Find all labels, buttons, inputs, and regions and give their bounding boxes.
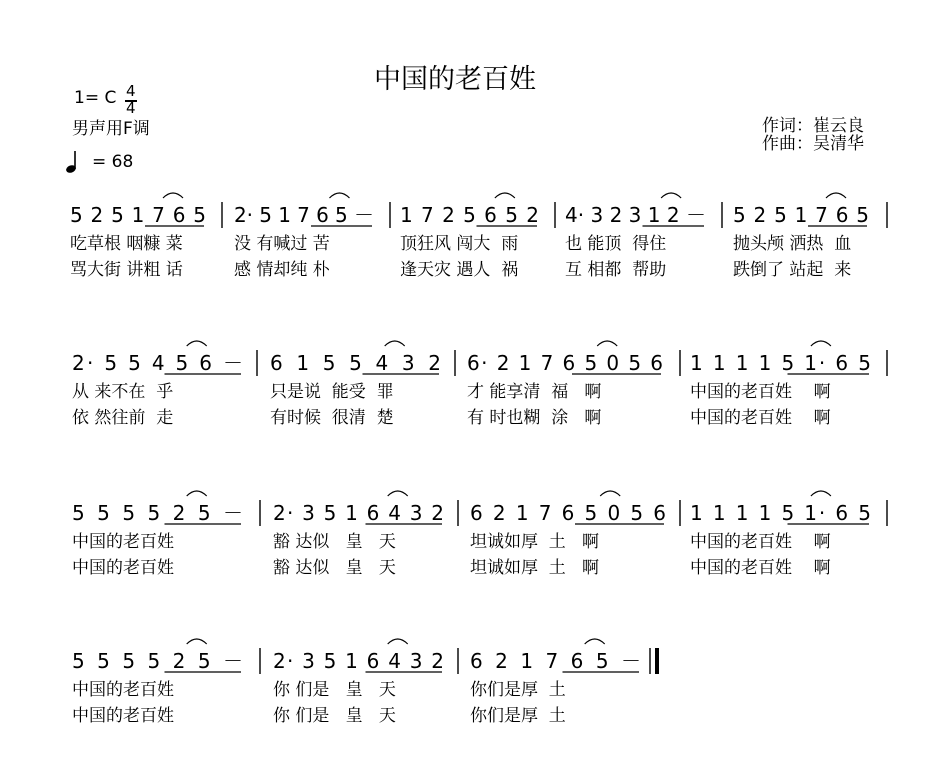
lyric-line: 你们是厚 土: [470, 706, 566, 726]
score-system: [72, 491, 887, 526]
slur: [811, 341, 831, 346]
score-system: [72, 639, 659, 674]
lyric-line: 感 情却纯 朴: [234, 260, 330, 280]
slur: [826, 193, 846, 198]
lyric-line: 中国的老百姓: [72, 706, 174, 726]
slur: [187, 491, 207, 496]
final-bar-thick: [655, 648, 659, 674]
lyric-line: 吃草根 咽糠 菜: [70, 234, 183, 254]
song-title: 中国的老百姓: [374, 64, 536, 95]
measure-notes: 2· 5 5 4 5 6 －: [72, 351, 243, 375]
slur: [187, 639, 207, 644]
lyric-line: 中国的老百姓 啊: [690, 408, 831, 428]
lyric-line: 跌倒了 站起 来: [733, 260, 852, 280]
lyric-line: 只是说 能受 罪: [270, 382, 394, 402]
lyric-line: 依 然往前 走: [72, 408, 174, 428]
lyric-line: 骂大街 讲粗 话: [70, 260, 183, 280]
lyric-line: 也 能顶 得住: [565, 234, 667, 254]
measure-notes: 2· 3 5 1 6 4 3 2: [273, 649, 444, 673]
slur: [385, 341, 405, 346]
lyric-line: 你 们是 皇 天: [273, 706, 396, 726]
slur: [495, 193, 515, 198]
lyric-line: 逢天灾 遇人 祸: [400, 260, 519, 280]
lyric-line: 中国的老百姓 啊: [690, 382, 831, 402]
measure-notes: 2· 3 5 1 6 4 3 2: [273, 501, 444, 525]
lyric-line: 中国的老百姓 啊: [690, 532, 831, 552]
lyric-line: 才 能享清 福 啊: [467, 382, 602, 402]
measure-notes: 1 1 1 1 5 1· 6 5: [690, 501, 871, 525]
lyric-line: 中国的老百姓: [72, 558, 174, 578]
measure-notes: 5 5 5 5 2 5 －: [72, 501, 243, 525]
lyric-line: 顶狂风 闯大 雨: [400, 234, 519, 254]
voice-note: 男声用F调: [72, 119, 150, 139]
measure-notes: 1 1 1 1 5 1· 6 5: [690, 351, 871, 375]
measure-notes: 6 2 1 7 6 5 0 5 6: [470, 501, 666, 525]
lyric-line: 中国的老百姓 啊: [690, 558, 831, 578]
lyric-line: 抛头颅 洒热 血: [733, 234, 852, 254]
lyric-line: 从 来不在 乎: [72, 382, 174, 402]
measure-notes: 6 1 5 5 4 3 2: [270, 351, 441, 375]
tempo-value: = 68: [92, 152, 134, 172]
slur: [329, 193, 349, 198]
slur: [163, 193, 183, 198]
lyric-line: 互 相都 帮助: [565, 260, 667, 280]
lyric-line: 中国的老百姓: [72, 532, 174, 552]
lyric-line: 有 时也糊 涂 啊: [467, 408, 602, 428]
time-signature-bottom: 4: [126, 99, 136, 117]
lyric-line: 豁 达似 皇 天: [273, 558, 396, 578]
measure-notes: 1 7 2 5 6 5 2: [400, 203, 539, 227]
slur: [597, 341, 617, 346]
lyric-line: 没 有喊过 苦: [234, 234, 330, 254]
time-signature-top: 4: [126, 82, 136, 100]
lyric-line: 中国的老百姓: [72, 680, 174, 700]
measure-notes: 6 2 1 7 6 5 －: [470, 649, 641, 673]
score-system: [72, 341, 887, 376]
measure-notes: 5 5 5 5 2 5 －: [72, 649, 243, 673]
slur: [388, 639, 408, 644]
lyricist: 作词：崔云良: [762, 116, 864, 136]
slur: [661, 193, 681, 198]
measure-notes: 4· 3 2 3 1 2 －: [565, 203, 706, 227]
lyric-line: 你们是厚 土: [470, 680, 566, 700]
score-system: [70, 193, 887, 228]
measure-notes: 5 2 5 1 7 6 5: [733, 203, 869, 227]
key-signature: 1= C: [74, 88, 117, 108]
measure-notes: 5 2 5 1 7 6 5: [70, 203, 206, 227]
slur: [187, 341, 207, 346]
lyric-line: 坦诚如厚 土 啊: [470, 532, 600, 552]
slur: [811, 491, 831, 496]
measure-notes: 2· 5 1 7 6 5 －: [234, 203, 374, 227]
lyric-line: 坦诚如厚 土 啊: [470, 558, 600, 578]
lyric-line: 你 们是 皇 天: [273, 680, 396, 700]
lyric-line: 豁 达似 皇 天: [273, 532, 396, 552]
measure-notes: 6· 2 1 7 6 5 0 5 6: [467, 351, 663, 375]
slur: [585, 639, 605, 644]
composer: 作曲：吴清华: [762, 134, 864, 154]
lyric-line: 有时候 很清 楚: [270, 408, 394, 428]
slur: [388, 491, 408, 496]
slur: [600, 491, 620, 496]
